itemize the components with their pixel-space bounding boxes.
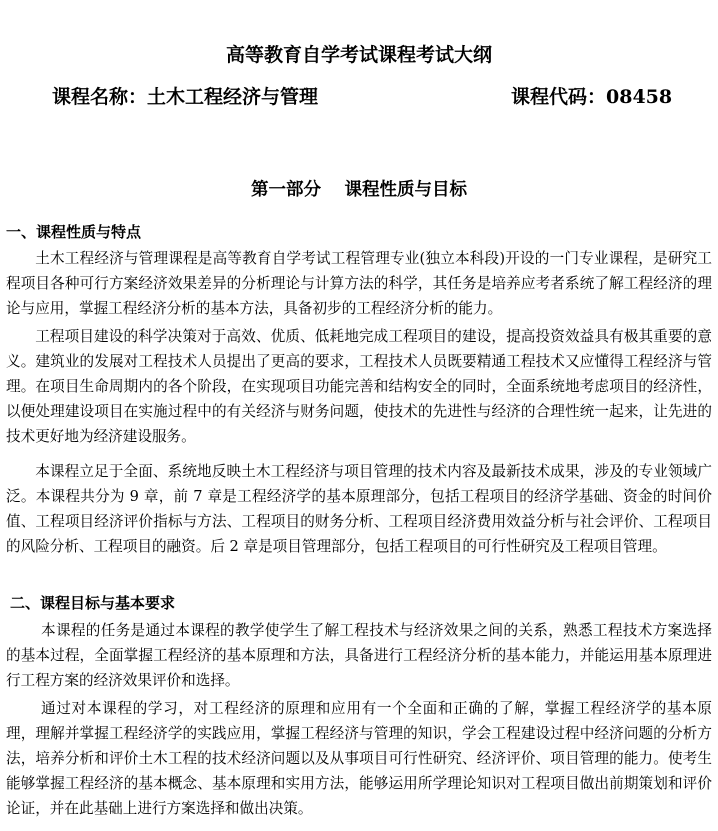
document-title: 高等教育自学考试课程考试大纲: [225, 44, 492, 66]
part-title: 第一部分 课程性质与目标: [250, 180, 468, 200]
paragraph: 本课程立足于全面、系统地反映土木工程经济与项目管理的技术内容及最新技术成果，涉及的专业领域广泛。本课程共分为 9 章，前 7 章是工程经济学的基本原理部分，包括工程项目的经济学基础、资金的时间价值、工程项目经济评价指标与方法、工程项目的财务分析、工程项目经济费用效益分析与社会评价、工程项目的风险分析、工程项目的融资。后 2 章是项目管理部分，包括工程项目的可行性研究及工程项目管理。: [6, 463, 712, 555]
paragraph: 工程项目建设的科学决策对于高效、优质、低耗地完成工程项目的建设，提高投资效益具有极其重要的意义。建筑业的发展对工程技术人员提出了更高的要求，工程技术人员既要精通工程技术又应懂得工程经济与管理。在项目生命周期内的各个阶段，在实现项目功能完善和结构安全的同时，全面系统地考虑项目的经济性，以便处理建设项目在实施过程中的有关经济与财务问题，使技术的先进性与经济的合理性统一起来，让先进的技术更好地为经济建设服务。: [6, 328, 712, 445]
section-heading-goals: 二、课程目标与基本要求: [10, 594, 176, 612]
section-heading-nature: 一、课程性质与特点: [6, 223, 142, 241]
paragraph: 本课程的任务是通过本课程的教学使学生了解工程技术与经济效果之间的关系，熟悉工程技术方案选择的基本过程，全面掌握工程经济的基本原理和方法，具备进行工程经济分析的基本能力，并能运用基本原理进行工程方案的经济效果评价和选择。: [6, 622, 712, 689]
course-name: 课程名称：土木工程经济与管理: [52, 86, 319, 108]
paragraph: 通过对本课程的学习，对工程经济的原理和应用有一个全面和正确的了解，掌握工程经济学的基本原理，理解并掌握工程经济学的实践应用，掌握工程经济与管理的知识，学会工程建设过程中经济问题的分析方法，培养分析和评价土木工程的技术经济问题以及从事项目可行性研究、经济评价、项目管理的能力。使考生能够掌握工程经济的基本概念、基本原理和实用方法，能够运用所学理论知识对工程项目做出前期策划和评价论证，并在此基础上进行方案选择和做出决策。: [6, 700, 712, 817]
paragraph: 土木工程经济与管理课程是高等教育自学考试工程管理专业(独立本科段)开设的一门专业课程，是研究工程项目各种可行方案经济效果差异的分析理论与计算方法的科学，其任务是培养应考者系统了解工程经济的理论与应用，掌握工程经济分析的基本方法，具备初步的工程经济分析的能力。: [6, 250, 712, 317]
course-code: 课程代码：08458: [511, 86, 673, 108]
